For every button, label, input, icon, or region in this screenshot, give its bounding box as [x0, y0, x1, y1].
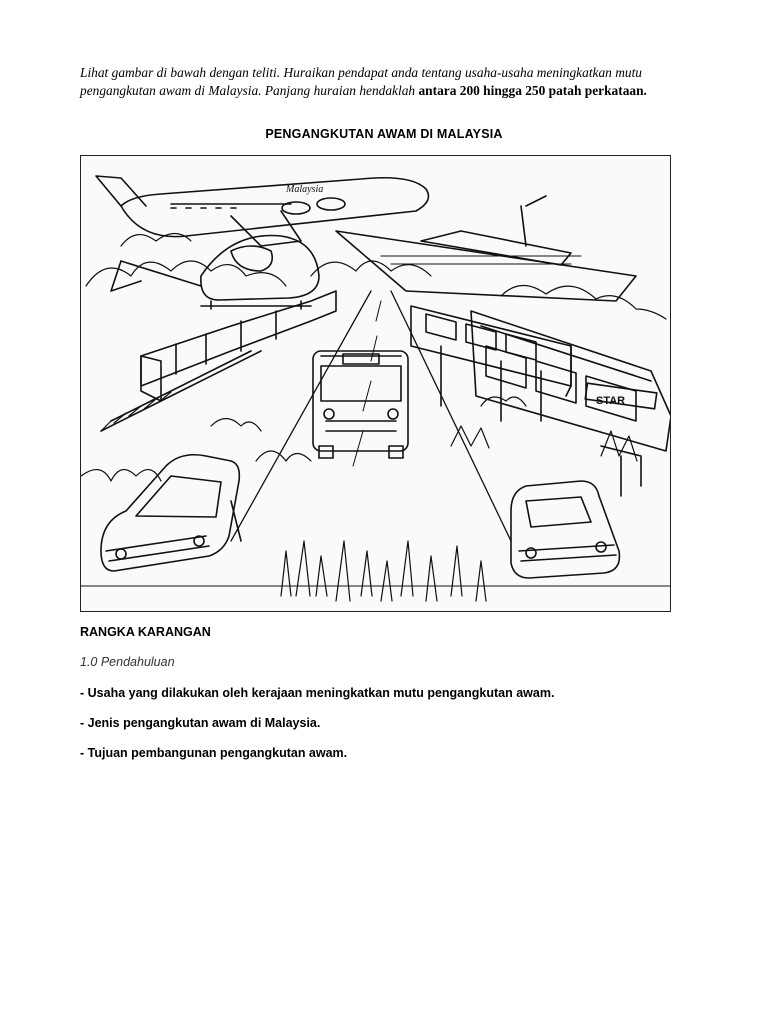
ship-drawing — [336, 196, 636, 301]
train-drawing — [101, 291, 336, 431]
helicopter-drawing — [111, 236, 319, 310]
bus-drawing — [471, 311, 670, 496]
outline-item: - Usaha yang dilakukan oleh kerajaan meningkatkan mutu pengangkutan awam. — [80, 686, 555, 700]
outline-heading: RANGKA KARANGAN — [80, 625, 211, 639]
airline-label: Malaysia — [286, 184, 324, 195]
instructions-paragraph — [80, 64, 690, 100]
city-bus-drawing — [313, 351, 408, 458]
cloud-drawing — [86, 234, 666, 320]
road-drawing — [231, 291, 511, 541]
figure-title: PENGANGKUTAN AWAM DI MALAYSIA — [265, 127, 503, 141]
car-left-drawing — [101, 455, 241, 571]
transport-illustration — [80, 155, 671, 612]
instructions-bold-text: antara 200 hingga 250 patah perkataan. — [418, 83, 647, 98]
bus-label: STAR — [596, 395, 626, 407]
car-right-drawing — [511, 481, 619, 578]
outline-item: - Jenis pengangkutan awam di Malaysia. — [80, 716, 321, 730]
section-heading: 1.0 Pendahuluan — [80, 655, 175, 669]
outline-item: - Tujuan pembangunan pengangkutan awam. — [80, 746, 348, 760]
instructions-italic-text: Lihat gambar di bawah dengan teliti. Huraikan pendapat anda tentang usaha-usaha meningkatkan mutu pengangkutan awam di Malaysia. Panjang huraian hendaklah — [80, 65, 643, 98]
